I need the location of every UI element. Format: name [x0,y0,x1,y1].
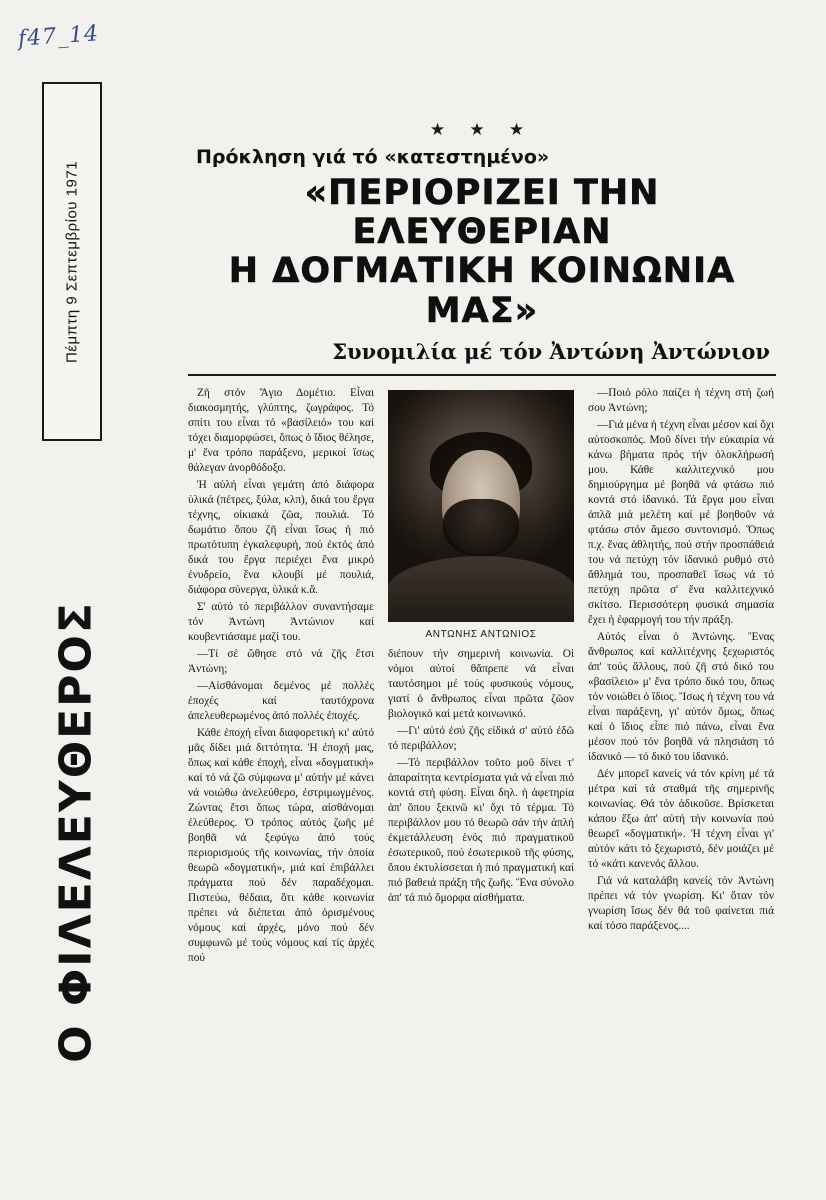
publication-title-vertical [36,552,116,1112]
paragraph: διέπουν τήν σημερινή κοινωνία. Οἱ νόμοι αὐτοί θἄπρεπε νά εἶναι ταυτόσημοι μέ τούς φυσικούς νόμους, γιατί ὁ ἄνθρωπος εἶναι πρῶτα ζῶον βιολογικό καί μετά κοινωνικό. [388,648,574,721]
paragraph: —Τό περιβάλλον τοῦτο μοῦ δίνει τ' ἀπαραίτητα κεντρίσματα γιά νά εἶναι πιό κοντά στή φύση. Εἶναι δηλ. ἡ ἀφετηρία ἀπ' ὅπου ξεκινῶ κι' ὄχι τό τέρμα. Τό περιβάλλον μου τό θεωρῶ σάν τήν ἁπλή ἐκμετάλλευση ἑνός πιό πραγματικοῦ ἐσωτερικοῦ, πού ἐσωτερικοῦ τῆς φύσης, ὅπου ἐκτυλίσσεται ἡ πιό πραγματική καί πιό βαθειά πράξη τῆς ζωῆς. Ἕνα σύνολο ἀπ' τά πιό ὄμορφα αἰσθήματα. [388,757,574,905]
article-kicker: Πρόκληση γιά τό «κατεστημένο» [196,146,550,168]
article-body [188,120,776,968]
paragraph: —Αἰσθάνομαι δεμένος μέ πολλές ἐποχές καί ταυτόχρονα ἀπελευθερωμένος ἀπό πολλές ἐποχές. [188,680,374,723]
paragraph: Δέν μπορεῖ κανείς νά τόν κρίνη μέ τά μέτρα καί τά σταθμά τῆς σημερινῆς κοινωνίας. Θά τόν ἀδικοῦσε. Βρίσκεται κάπου ἔξω ἀπ' αὐτή τήν κοινωνία πού θεωρεῖ «δογματική». Ἡ τέχνη εἶναι γι' αὐτόν κάτι τό ξεχωριστό, δέν μοιάζει μέ τό «κάτι κανενός ἄλλου. [588,768,774,871]
article-column-2 [388,386,574,909]
article-photo-wrapper [388,390,574,641]
paragraph: Αὐτός εἶναι ὁ Ἀντώνης. Ἕνας ἄνθρωπος καί καλλιτέχνης ξεχωριστός ἀπ' τούς ἄλλους, πού ζῆ στό δικό του «βασίλειο» μ' ἕνα τρόπο δικό του, ὅπως τόν νοιώθει ὁ ἴδιος. Ἴσως ἡ τέχνη του νά εἶναι παράξενη, γι' αὐτόν ὅμως, ὅπως καί ὁ ἴδιος εἶπε πιό πάνω, εἶναι ἕνα μέσον πού τόν βοηθᾶ νά πλησιάση τό ἰδανικό — τό δικό του ἰδανικό. [588,631,774,764]
article-column-1 [188,386,374,969]
paragraph: —Γιά μένα ἡ τέχνη εἶναι μέσον καί ὄχι αὐτοσκοπός. Μοῦ δίνει τήν εὐκαιρία νά κάνω βήματα πρός τήν ὁλοκλήρωσή μου. Κάθε καλλιτεχνικό μου δημιούργημα μέ βοηθᾶ νά φτάσω πιό κοντά στό ἰδανικό. Τά ἔργα μου εἶναι ἁπλᾶ μιά μελέτη καί μέ βοηθοῦν νά φτάσω στόν ἄμεσο συντονισμό. Ὅπως π.χ. ἕνας ἀθλητής, πού στήν προσπάθειά του νά πετύχη τόν ἰδανικό ρυθμό στό ἄθλημά του, προσπαθεῖ ἴσως νά τό πετύχη πρῶτα σ' ἕνα καλλιτεχνικό σκίτσο. Περισσότερη φυσικά σημασία ἔχει ἡ ἐφαρμογή του τήν πράξη. [588,418,774,626]
paragraph: —Γι' αὐτό ἐσύ ζῆς εἰδικά σ' αὐτό ἐδῶ τό περιβάλλον; [388,725,574,753]
paragraph: Ζῆ στόν Ἅγιο Δομέτιο. Εἶναι διακοσμητής, γλύπτης, ζωγράφος. Τό σπίτι του εἶναι τό «βασίλειό» του καί τόχει διαμορφώσει, ὅπως ὁ ἴδιος θέλησε, μ' ἕνα τρόπο παράξενο, μερικοί ἴσως θάλεγαν ἀνορθόδοξο. [188,386,374,474]
article-headline-line-2: Η ΔΟΓΜΑΤΙΚΗ ΚΟΙΝΩΝΙΑ ΜΑΣ» [228,251,736,331]
publication-title: Ο ΦΙΛΕΛΕΥΘΕΡΟΣ [50,601,102,1063]
article-columns [188,386,776,969]
article-headline-line-1: «ΠΕΡΙΟΡΙΖΕΙ ΤΗΝ ΕΛΕΥΘΕΡΙΑΝ [304,173,660,253]
article-subheadline: Συνομιλία μέ τόν Ἀντώνη Ἀντώνιον [332,338,770,364]
article-column-3 [588,386,774,937]
archive-reference-mark: f47_14 [17,21,100,52]
paragraph: —Ποιό ρόλο παίζει ἡ τέχνη στή ζωή σου Ἀντώνη; [588,386,774,414]
headline-divider [188,374,776,376]
newspaper-masthead-strip [42,82,112,1152]
paragraph: Σ' αὐτό τό περιβάλλον συναντήσαμε τόν Ἀντώνη Ἀντώνιον καί κουβεντιάσαμε μαζί του. [188,600,374,643]
photo-beard-shape [443,499,519,557]
paragraph: Ἡ αὐλή εἶναι γεμάτη ἀπό διάφορα ὑλικά (πέτρες, ξύλα, κλπ), δικά του ἔργα τέχνης, οἰκιακά ζῶα, πουλιά. Τό δωμάτιο ὅπου ζῆ εἶναι ἴσως ἡ πιό πρωτότυπη ἐγκαλεφυρή, πού ἐκτός ἀπό δικά του ἔργα περιέχει ἕνα μικρό ἐνυδρείο, ἕνα κλουβί μέ πουλιά, διάφορα σύνεργα, ὑλικά κ.ἄ. [188,478,374,596]
paragraph: —Τί σέ ὥθησε στό νά ζῆς ἔτσι Ἀντώνη; [188,648,374,676]
issue-date: Πέμπτη 9 Σεπτεμβρίου 1971 [63,160,81,363]
issue-date-box [42,82,102,441]
ornament-stars: ★ ★ ★ [429,120,535,139]
photo-caption: ΑΝΤΩΝΗΣ ΑΝΤΩΝΙΟΣ [425,628,537,640]
paragraph: Κάθε ἐποχή εἶναι διαφορετική κι' αὐτό μᾶς δίδει μιά διττότητα. Ἡ ἐποχή μας, ὅπως καί κάθε ἐποχή, εἶναι «δογματική» καί τό νά ζῶ σύμφωνα μ' αὐτήν μέ κάνει νά νοιώθω ἀνελεύθερο, ἐστριμωγμένος. Ζώντας ἔτσι ὅπως τώρα, αἰσθάνομαι ἐλεύθερος. Ὁ τρόπος αὐτός ζωῆς μέ βοηθᾶ νά ξεφύγω ἀπό τούς περιορισμούς τῆς κοινωνίας, τήν ὁποία θεωρῶ «δογματική», μιά καί ἐπιβάλλει πράγματα πού δέν παραδέχομαι. Πιστεύω, θέδαια, ὅτι κάθε κοινωνία πρέπει νά διέπεται ἀπό ὁρισμένους νόμους καί ἀρχές, μόνο πού δέν συμφωνῶ μέ τούς νόμους καί τίς ἀρχές πού [188,727,374,965]
paragraph: Γιά νά καταλάβη κανείς τόν Ἀντώνη πρέπει νά τόν γνωρίση. Κι' ὅταν τόν γνωρίση ἴσως δέν θά τοῦ φαίνεται πιά καί τόσο παράξενος.... [588,875,774,933]
portrait-photo [388,390,574,622]
photo-shoulders-shape [388,556,574,622]
